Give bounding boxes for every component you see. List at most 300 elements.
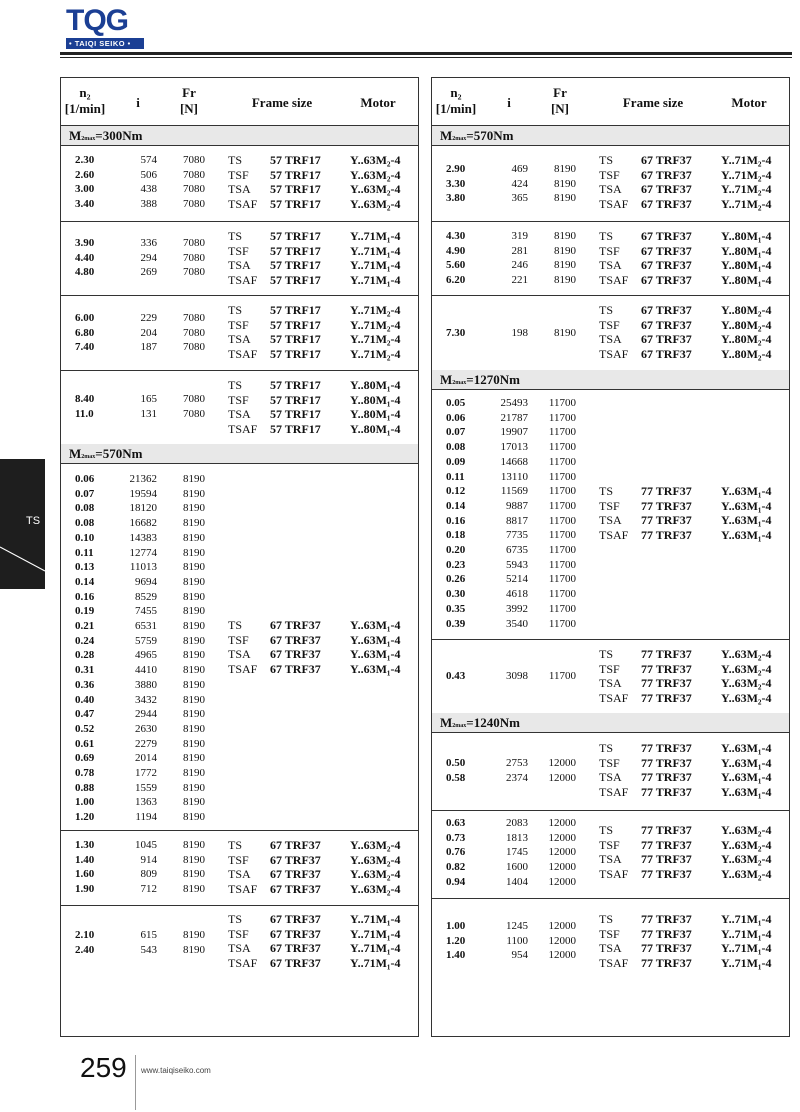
group-divider xyxy=(432,810,789,811)
n2-value: 0.76 xyxy=(446,846,466,859)
frame-type: TSAF xyxy=(599,528,629,543)
fr-value: 8190 xyxy=(183,752,205,765)
torque-subscript: 2max xyxy=(452,723,467,729)
ratio-value: 469 xyxy=(511,163,528,175)
motor-value: Y..71M₁-4 xyxy=(721,912,772,926)
ratio-value: 221 xyxy=(511,274,528,287)
group-divider xyxy=(61,221,418,222)
ratio-value: 229 xyxy=(140,312,157,324)
table-row xyxy=(432,558,789,573)
frame-type: TSF xyxy=(599,837,620,852)
frame-size: 57 TRF17 xyxy=(270,407,321,422)
frame-row xyxy=(432,927,789,942)
ratio-value: 336 xyxy=(140,237,157,249)
ratio-value: 2630 xyxy=(135,722,157,735)
motor-value: Y..63M₂-4 xyxy=(721,647,772,661)
motor-value: Y..71M₂-4 xyxy=(350,303,401,317)
ratio-value: 4618 xyxy=(506,588,528,601)
fr-value: 11700 xyxy=(548,617,576,630)
frame-size: 77 TRF37 xyxy=(641,484,692,498)
logo-text: TQG xyxy=(66,4,128,37)
motor-value: Y..71M₁-4 xyxy=(350,956,401,971)
fr-value: 11700 xyxy=(548,470,576,483)
frame-size: 67 TRF37 xyxy=(641,258,692,273)
fr-value: 8190 xyxy=(183,546,205,559)
group-divider xyxy=(61,295,418,296)
torque-symbol: M xyxy=(440,715,453,730)
fr-value: 8190 xyxy=(183,664,205,677)
table-row xyxy=(61,810,418,825)
frame-size: 67 TRF37 xyxy=(270,632,321,647)
fr-value: 7080 xyxy=(183,168,205,181)
table-row xyxy=(61,781,418,796)
frame-size: 77 TRF37 xyxy=(641,647,692,661)
frame-row xyxy=(432,956,789,971)
frame-size: 67 TRF37 xyxy=(641,167,692,182)
table-row xyxy=(61,472,418,487)
ratio-value: 5759 xyxy=(135,634,157,647)
table-row xyxy=(432,572,789,587)
n2-value: 0.69 xyxy=(75,752,95,765)
fr-value: 8190 xyxy=(183,868,205,881)
right-table xyxy=(431,77,790,1037)
frame-type: TSA xyxy=(599,852,622,867)
frame-row xyxy=(61,393,418,408)
ratio-value: 16682 xyxy=(129,517,157,530)
motor-value: Y..63M₂-4 xyxy=(721,676,772,691)
ratio-value: 1745 xyxy=(506,846,528,859)
ratio-value: 7735 xyxy=(506,529,528,542)
frame-size: 57 TRF17 xyxy=(270,378,321,392)
frame-type: TS xyxy=(228,153,243,167)
n2-value: 0.14 xyxy=(75,575,95,588)
col-n2-label: n₂ xyxy=(450,85,462,100)
page-number: 259 xyxy=(80,1052,127,1083)
frame-size: 77 TRF37 xyxy=(641,941,692,956)
ratio-value: 2753 xyxy=(506,757,528,769)
ratio-value: 7455 xyxy=(135,605,157,618)
fr-value: 11700 xyxy=(548,602,576,615)
motor-value: Y..71M₁-4 xyxy=(350,912,401,926)
fr-value: 8190 xyxy=(554,327,576,339)
ratio-value: 21787 xyxy=(500,411,528,424)
fr-value: 11700 xyxy=(548,411,576,424)
frame-row xyxy=(432,912,789,927)
ratio-value: 1363 xyxy=(135,796,157,809)
ratio-value: 3432 xyxy=(135,693,157,706)
motor-value: Y..63M₁-4 xyxy=(721,528,772,543)
n2-value: 0.82 xyxy=(446,861,466,874)
n2-value: 0.50 xyxy=(446,757,466,769)
n2-value: 0.18 xyxy=(446,529,466,542)
motor-value: Y..80M₂-4 xyxy=(721,303,772,317)
fr-value: 11700 xyxy=(548,529,576,542)
torque-subscript: 2max xyxy=(452,136,467,142)
frame-row xyxy=(61,956,418,971)
table-row xyxy=(432,587,789,602)
fr-value: 7080 xyxy=(183,312,205,324)
col-motor-header: Motor xyxy=(731,95,767,110)
table-row xyxy=(61,546,418,561)
ratio-value: 438 xyxy=(140,183,157,196)
ratio-value: 954 xyxy=(511,949,528,962)
ratio-value: 3098 xyxy=(506,670,528,682)
n2-value: 0.06 xyxy=(446,411,466,424)
frame-size: 57 TRF17 xyxy=(270,197,321,212)
ratio-value: 2014 xyxy=(135,752,157,765)
frame-type: TSA xyxy=(599,770,622,785)
frame-size: 67 TRF37 xyxy=(270,941,321,956)
frame-size: 67 TRF37 xyxy=(270,662,321,677)
frame-size: 67 TRF37 xyxy=(641,332,692,347)
ratio-value: 198 xyxy=(511,327,528,339)
motor-value: Y..80M₁-4 xyxy=(350,378,401,392)
frame-size: 67 TRF37 xyxy=(270,882,321,897)
n2-value: 0.26 xyxy=(446,573,466,586)
fr-value: 8190 xyxy=(183,796,205,809)
n2-value: 1.20 xyxy=(75,811,95,824)
frame-row xyxy=(432,347,789,362)
frame-row xyxy=(61,941,418,956)
frame-type: TS xyxy=(599,647,614,661)
frame-row xyxy=(61,927,418,942)
motor-value: Y..80M₂-4 xyxy=(721,332,772,347)
frame-size: 67 TRF37 xyxy=(270,618,321,632)
table-header xyxy=(61,78,418,126)
frame-row xyxy=(61,347,418,362)
fr-value: 11700 xyxy=(548,573,576,586)
frame-type: TSAF xyxy=(228,273,258,288)
frame-row xyxy=(61,882,418,897)
fr-value: 8190 xyxy=(183,943,205,956)
fr-value: 11700 xyxy=(548,485,576,498)
frame-row xyxy=(432,197,789,212)
n2-value: 0.08 xyxy=(75,502,95,515)
fr-value: 8190 xyxy=(183,678,205,691)
fr-value: 11700 xyxy=(548,670,576,682)
frame-row xyxy=(432,484,789,499)
frame-size: 67 TRF37 xyxy=(270,647,321,662)
motor-value: Y..80M₂-4 xyxy=(721,347,772,362)
fr-value: 8190 xyxy=(554,244,576,257)
fr-value: 7080 xyxy=(183,251,205,264)
fr-value: 11700 xyxy=(548,514,576,527)
frame-size: 67 TRF37 xyxy=(641,317,692,332)
n2-value: 0.30 xyxy=(446,588,466,601)
table-row xyxy=(61,501,418,516)
motor-value: Y..63M₂-4 xyxy=(350,153,401,167)
motor-value: Y..63M₂-4 xyxy=(350,867,401,882)
frame-row xyxy=(61,229,418,244)
frame-type: TSF xyxy=(599,661,620,676)
col-fr-unit: [N] xyxy=(550,101,570,116)
col-frame-header: Frame size xyxy=(622,95,684,110)
frame-row xyxy=(432,528,789,543)
fr-value: 8190 xyxy=(183,561,205,574)
frame-type: TSF xyxy=(599,926,620,941)
fr-value: 8190 xyxy=(183,781,205,794)
frame-type: TS xyxy=(228,912,243,926)
motor-value: Y..71M₂-4 xyxy=(721,182,772,197)
frame-type: TSF xyxy=(599,167,620,182)
frame-row xyxy=(432,867,789,882)
table-row xyxy=(432,440,789,455)
frame-row xyxy=(61,318,418,333)
ratio-value: 9887 xyxy=(506,499,528,512)
frame-row xyxy=(432,756,789,771)
fr-value: 7080 xyxy=(183,154,205,166)
frame-type: TSF xyxy=(228,317,249,332)
frame-row xyxy=(432,647,789,662)
n2-value: 6.80 xyxy=(75,326,95,339)
frame-size: 57 TRF17 xyxy=(270,243,321,258)
ratio-value: 574 xyxy=(140,154,157,166)
frame-size: 67 TRF37 xyxy=(270,956,321,971)
n2-value: 0.08 xyxy=(75,517,95,530)
frame-size: 67 TRF37 xyxy=(641,153,692,167)
motor-value: Y..71M₂-4 xyxy=(721,197,772,212)
n2-value: 0.08 xyxy=(446,441,466,454)
frame-type: TSA xyxy=(599,182,622,197)
frame-row xyxy=(61,303,418,318)
n2-value: 2.30 xyxy=(75,154,95,166)
frame-type: TSAF xyxy=(599,347,629,362)
ratio-value: 2944 xyxy=(135,708,157,721)
fr-value: 12000 xyxy=(548,861,576,874)
ratio-value: 19594 xyxy=(129,487,157,500)
torque-section-header xyxy=(61,444,418,464)
n2-value: 0.10 xyxy=(75,531,95,544)
table-row xyxy=(432,396,789,411)
ratio-value: 13110 xyxy=(500,470,528,483)
ratio-value: 204 xyxy=(140,326,157,339)
n2-value: 4.30 xyxy=(446,230,466,242)
frame-row xyxy=(432,332,789,347)
frame-size: 77 TRF37 xyxy=(641,926,692,941)
motor-value: Y..71M₁-4 xyxy=(350,941,401,956)
n2-value: 5.60 xyxy=(446,259,466,272)
motor-value: Y..63M₂-4 xyxy=(721,661,772,676)
fr-value: 8190 xyxy=(183,708,205,721)
fr-value: 8190 xyxy=(183,811,205,824)
group-divider xyxy=(432,639,789,640)
ratio-value: 8817 xyxy=(506,514,528,527)
frame-type: TS xyxy=(599,484,614,498)
ratio-value: 21362 xyxy=(129,473,157,485)
frame-type: TSAF xyxy=(599,691,629,706)
n2-value: 8.40 xyxy=(75,393,95,405)
frame-row xyxy=(61,647,418,662)
left-table xyxy=(60,77,419,1037)
frame-row xyxy=(432,168,789,183)
frame-row xyxy=(432,941,789,956)
ratio-value: 294 xyxy=(140,251,157,264)
ratio-value: 1600 xyxy=(506,861,528,874)
frame-type: TSA xyxy=(228,867,251,882)
side-tab xyxy=(0,459,45,589)
group-divider xyxy=(432,221,789,222)
col-motor-header: Motor xyxy=(360,95,396,110)
frame-row xyxy=(432,770,789,785)
frame-size: 67 TRF37 xyxy=(641,347,692,362)
n2-value: 0.23 xyxy=(446,558,466,571)
n2-value: 2.40 xyxy=(75,943,95,956)
ratio-value: 269 xyxy=(140,266,157,279)
logo-subtitle: • TAIQI SEIKO • xyxy=(66,38,144,49)
table-row xyxy=(61,560,418,575)
group-divider xyxy=(432,898,789,899)
motor-value: Y..71M₂-4 xyxy=(721,167,772,182)
ratio-value: 187 xyxy=(140,341,157,354)
fr-value: 11700 xyxy=(548,558,576,571)
table-row xyxy=(61,516,418,531)
frame-row xyxy=(61,912,418,927)
frame-type: TSA xyxy=(599,258,622,273)
motor-value: Y..71M₁-4 xyxy=(350,926,401,941)
fr-value: 8190 xyxy=(183,767,205,779)
group-divider xyxy=(61,905,418,906)
frame-size: 57 TRF17 xyxy=(270,347,321,362)
frame-type: TS xyxy=(228,303,243,317)
fr-value: 7080 xyxy=(183,326,205,339)
table-row xyxy=(432,543,789,558)
frame-row xyxy=(432,303,789,318)
table-row xyxy=(61,693,418,708)
table-row xyxy=(61,575,418,590)
frame-size: 77 TRF37 xyxy=(641,513,692,528)
table-row xyxy=(432,455,789,470)
frame-row xyxy=(432,499,789,514)
frame-size: 77 TRF37 xyxy=(641,498,692,513)
n2-value: 3.40 xyxy=(75,198,95,211)
frame-size: 77 TRF37 xyxy=(641,785,692,800)
ratio-value: 809 xyxy=(140,868,157,881)
n2-value: 0.16 xyxy=(75,590,95,603)
ratio-value: 1559 xyxy=(135,781,157,794)
frame-type: TSAF xyxy=(228,197,258,212)
n2-value: 0.88 xyxy=(75,781,95,794)
ratio-value: 1194 xyxy=(135,811,157,824)
fr-value: 8190 xyxy=(183,575,205,588)
torque-section-header xyxy=(432,126,789,146)
frame-type: TSF xyxy=(599,317,620,332)
ratio-value: 11013 xyxy=(129,561,157,574)
fr-value: 8190 xyxy=(183,929,205,941)
frame-type: TSAF xyxy=(228,882,258,897)
torque-value: =570Nm xyxy=(466,128,514,143)
ratio-value: 18120 xyxy=(129,502,157,515)
ratio-value: 2083 xyxy=(506,817,528,829)
fr-value: 8190 xyxy=(183,487,205,500)
col-fr-header xyxy=(169,85,209,117)
frame-type: TSA xyxy=(599,513,622,528)
frame-row xyxy=(61,244,418,259)
ratio-value: 17013 xyxy=(500,441,528,454)
motor-value: Y..71M₁-4 xyxy=(721,926,772,941)
ratio-value: 4410 xyxy=(135,664,157,677)
ratio-value: 424 xyxy=(511,177,528,190)
fr-value: 8190 xyxy=(554,230,576,242)
n2-value: 0.63 xyxy=(446,817,466,829)
frame-row xyxy=(432,244,789,259)
motor-value: Y..71M₁-4 xyxy=(721,941,772,956)
frame-type: TSA xyxy=(228,941,251,956)
n2-value: 3.80 xyxy=(446,192,466,205)
torque-value: =1270Nm xyxy=(466,372,520,387)
ratio-value: 543 xyxy=(140,943,157,956)
group-divider xyxy=(61,830,418,831)
frame-row xyxy=(61,662,418,677)
frame-type: TS xyxy=(228,618,243,632)
ratio-value: 319 xyxy=(511,230,528,242)
n2-value: 0.61 xyxy=(75,737,95,750)
ratio-value: 506 xyxy=(140,168,157,181)
fr-value: 11700 xyxy=(548,441,576,454)
ratio-value: 388 xyxy=(140,198,157,211)
frame-size: 57 TRF17 xyxy=(270,182,321,197)
fr-value: 7080 xyxy=(183,266,205,279)
fr-value: 11700 xyxy=(548,426,576,439)
n2-value: 1.60 xyxy=(75,868,95,881)
table-row xyxy=(61,766,418,781)
frame-size: 67 TRF37 xyxy=(270,912,321,926)
table-row xyxy=(61,737,418,752)
n2-value: 0.40 xyxy=(75,693,95,706)
frame-size: 57 TRF17 xyxy=(270,153,321,167)
table-row xyxy=(432,617,789,632)
ratio-value: 5214 xyxy=(506,573,528,586)
frame-row xyxy=(432,838,789,853)
col-fr-label: Fr xyxy=(182,85,196,100)
frame-size: 77 TRF37 xyxy=(641,956,692,971)
ratio-value: 4965 xyxy=(135,649,157,662)
frame-row xyxy=(61,153,418,168)
ratio-value: 14668 xyxy=(500,455,528,468)
fr-value: 12000 xyxy=(548,949,576,962)
frame-type: TS xyxy=(228,378,243,392)
n2-value: 0.39 xyxy=(446,617,466,630)
motor-value: Y..80M₂-4 xyxy=(721,317,772,332)
table-row xyxy=(61,487,418,502)
fr-value: 7080 xyxy=(183,183,205,196)
fr-value: 11700 xyxy=(548,397,576,409)
frame-size: 57 TRF17 xyxy=(270,303,321,317)
frame-type: TSAF xyxy=(599,785,629,800)
fr-value: 11700 xyxy=(548,455,576,468)
frame-type: TSF xyxy=(228,392,249,407)
ratio-value: 3540 xyxy=(506,617,528,630)
frame-size: 57 TRF17 xyxy=(270,392,321,407)
col-n2-unit: [1/min] xyxy=(64,101,106,116)
col-fr-header xyxy=(540,85,580,117)
frame-row xyxy=(61,853,418,868)
col-fr-unit: [N] xyxy=(179,101,199,116)
frame-size: 67 TRF37 xyxy=(641,243,692,258)
motor-value: Y..80M₁-4 xyxy=(721,258,772,273)
motor-value: Y..71M₁-4 xyxy=(350,229,401,243)
torque-symbol: M xyxy=(69,446,82,461)
frame-row xyxy=(61,633,418,648)
header-rule-thin xyxy=(60,57,792,58)
frame-size: 77 TRF37 xyxy=(641,852,692,867)
torque-value: =570Nm xyxy=(95,446,143,461)
n2-value: 0.09 xyxy=(446,455,466,468)
footer-url: www.taiqiseiko.com xyxy=(141,1066,211,1075)
fr-value: 8190 xyxy=(183,839,205,851)
frame-size: 67 TRF37 xyxy=(641,182,692,197)
frame-size: 57 TRF17 xyxy=(270,317,321,332)
frame-row xyxy=(432,662,789,677)
